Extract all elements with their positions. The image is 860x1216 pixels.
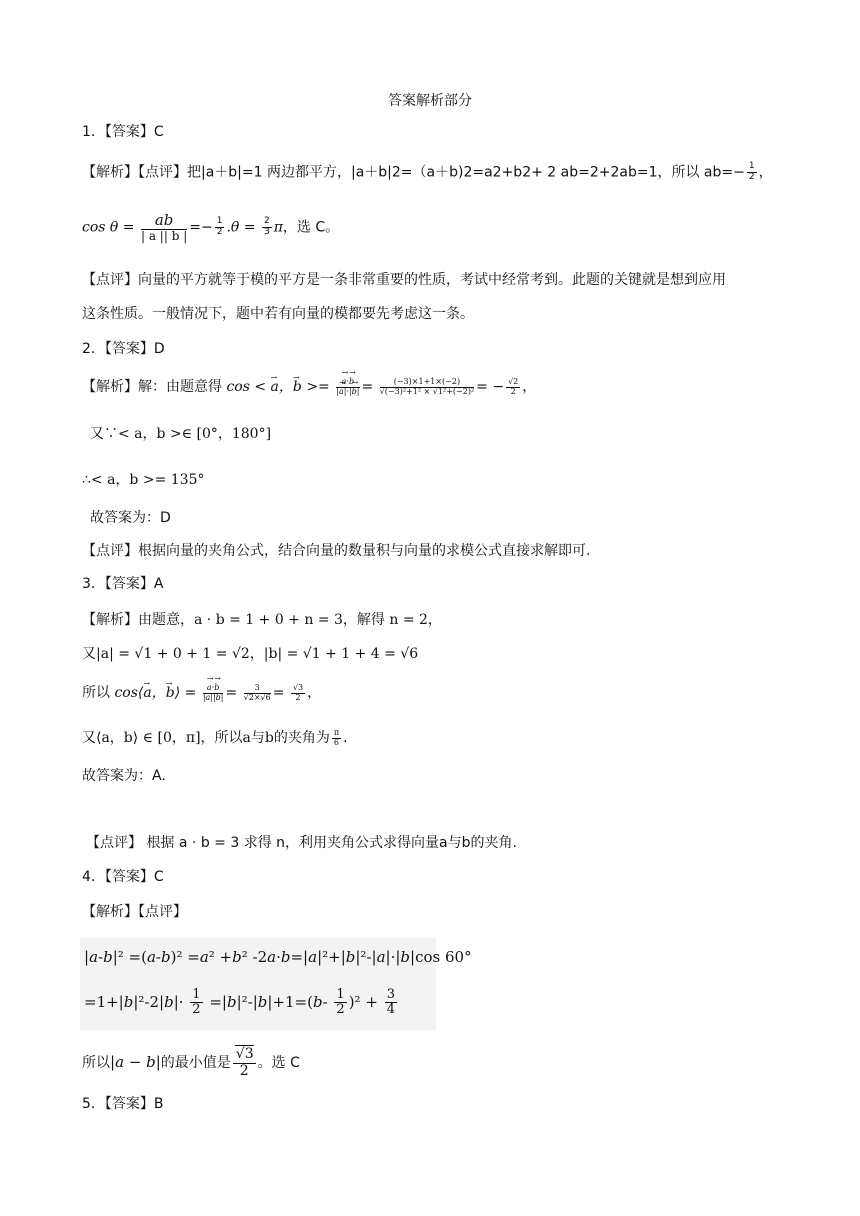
q4-conclusion-suffix: 的最小值是 [160,1055,231,1071]
q1-comment-line1: 【点评】向量的平方就等于模的平方是一条非常重要的性质，考试中经常考到。此题的关键就是想到应用 [82,272,726,288]
q2-answer: 2．【答案】D [82,341,165,357]
q2-result-line: ∴< a，b >= 135° [82,472,205,488]
page-title: 答案解析部分 [388,93,472,109]
q2-final: 故答案为：D [90,510,171,526]
q2-range-line: 又∵< a，b >∈ [0°，180°] [90,426,272,442]
q3-line3-prefix: 所以 [82,685,110,701]
q4-conclusion: 所以|a − b|的最小值是 $\frac{√3}{2}$ 。选 C [82,1046,300,1079]
q3-modulus-line: 又|a| = √1 + 0 + 1 = √2，|b| = √1 + 1 + 4 = √6 [82,646,419,662]
q1-comment-line2: 这条性质。一般情况下，题中若有向量的模都要先考虑这一条。 [82,306,474,322]
q4-answer: 4．【答案】C [82,869,164,885]
q3-dot-product: a · b = 1 + 0 + n = 3，解得 n = 2， [194,612,442,628]
q1-analysis: 【解析】【点评】把|a＋b|=1 两边都平方，|a＋b|2=（a＋b)2=a2+b2+ 2 ab=2+2ab=1，所以 ab=− $\frac{1}{2}$ ， [82,161,773,182]
q4-conclusion-prefix: 所以 [82,1055,110,1071]
q3-comment: 【点评】 根据 a · b = 3 求得 n，利用夹角公式求得向量a与b的夹角. [86,835,517,851]
q1-analysis-text: 【解析】【点评】把|a＋b|=1 两边都平方，|a＋b|2=（a＋b)2=a2+b2+ 2 ab=2+2ab=1，所以 ab=− [82,164,745,181]
q2-analysis-text: 【解析】解：由题意得 [82,379,222,395]
q1-cos-fraction: $\frac{ab}{| a || b |}$ [140,211,188,243]
q2-comment: 【点评】根据向量的夹角公式，结合向量的数量积与向量的求模公式直接求解即可. [82,543,591,559]
q2-analysis: 【解析】解：由题意得 cos < → a，→ b >= → $\frac{a\cdot\to b}{|\to a|\cdot|\to b|}$ = $\frac{(-3)\times 1+1\times(-2)}{\text{√(−3)²+1² × √1²+(−2)²}}$ = − $\frac{√2}{2}$ ， [82,374,536,400]
q3-angle-line: 又⟨a，b⟩ ∈ [0，π]，所以a与b的夹角为 $\frac{\pi}{6}$ . [82,727,348,747]
q4-formula-image [80,938,472,1030]
q4-formula-row2: =1+|b|²-2|b|· $\frac{1}{2}$ =|b|²-|b|+1=(b- $\frac{1}{2}$ )² + $\frac{3}{4}$ [84,987,395,1018]
q1-choice-text: ，选 C。 [282,219,340,236]
q4-formula-row1: |a-b|² =(a-b)² =a² +b² -2a·b=|a|²+|b|²-|a|·|b|cos 60° [84,948,472,966]
q5-answer: 5．【答案】B [82,1096,164,1112]
q3-final: 故答案为：A. [82,768,166,784]
q4-analysis: 【解析】【点评】 [82,904,187,920]
q1-cos-line: cos θ = $\frac{ab}{| a || b |}$ =− $\frac{1}{2}$ .θ = $\frac{2}{3}$ π，选 C。 [82,211,340,243]
q4-conclusion-end: 。选 C [257,1055,300,1071]
q3-analysis [82,610,442,630]
q1-fraction-half: $\frac{1}{2}$ [748,161,755,182]
q3-angle-text: 又⟨a，b⟩ ∈ [0，π]，所以a与b的夹角为 [82,730,330,746]
q2-frac-calc: $\frac{(-3)\times 1+1\times(-2)}{\text{√(−3)²+1² × √1²+(−2)²}}$ [379,376,475,396]
q2-frac-ab: → $\frac{a\cdot\to b}{|\to a|\cdot|\to b|}$ [336,378,359,397]
q3-answer: 3．【答案】A [82,576,164,592]
q3-analysis-text: 【解析】由题意， [82,612,194,628]
q1-answer: 1．【答案】C [82,124,164,140]
q3-cos-line: 所以 cos⟨→ a，→ b⟩ = → $\frac{a\cdot\to b}{|a||b|}$ = $\frac{3}{√2\times√6}$ = $\frac{√3}{2}$ ， [82,680,321,706]
